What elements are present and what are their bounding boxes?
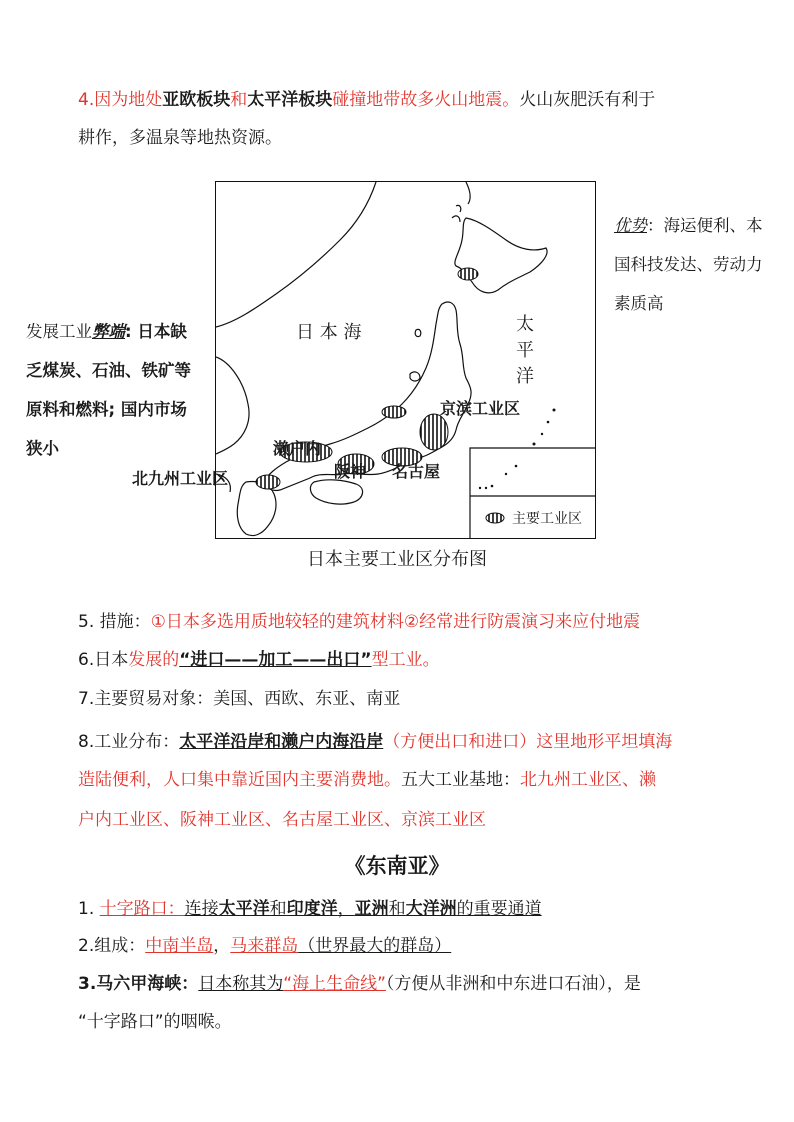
sea-2-text: ， (213, 936, 231, 956)
item-8-reason: （方便出口和进口）这里地形平坦填海 (383, 732, 673, 752)
right-note-keyword: 优势 (614, 216, 647, 235)
sea-2-malay: 马来群岛 (230, 936, 299, 956)
ryukyu-islands (479, 409, 556, 490)
sea-1-crossroads: 十字路口： (99, 899, 185, 919)
sea-1-pacific: 太平洋 (218, 899, 270, 919)
right-note-line: 素质高 (614, 294, 664, 313)
map-caption: 日本主要工业区分布图 (307, 549, 487, 570)
item-5-text: ①日本多选用质地较轻的建筑材料②经常进行防震演习来应付地震 (150, 612, 641, 632)
sea-1-text: 连接 (184, 899, 219, 919)
item-8-bases: 北九州工业区、濑 (520, 770, 656, 790)
item-6-suffix: 型工业。 (371, 650, 440, 670)
right-note (614, 206, 789, 323)
left-note-prefix: 发展工业 (26, 322, 92, 341)
item-6 (78, 646, 440, 674)
sea-2-indochina: 中南半岛 (145, 936, 214, 956)
keihin-label: 京滨工业区 (440, 399, 521, 418)
item-8-label: 8.工业分布： (78, 732, 180, 752)
left-note-line: 原料和燃料; 国内市场 (26, 400, 187, 419)
item-6-prefix: 6.日本 (78, 650, 129, 670)
left-note (26, 312, 216, 468)
sea-item-3 (78, 970, 641, 998)
sea-3-text: 日本称其为 (198, 974, 284, 994)
sea-1-text: 和 (388, 899, 406, 919)
item-4-line2: 耕作，多温泉等地热资源。 (78, 128, 282, 148)
sea-2-text: （世界最大的群岛） (298, 936, 452, 956)
hokuriku-zone (382, 406, 406, 418)
item-6-model: “进口——加工——出口” (179, 650, 372, 670)
legend-swatch (486, 513, 504, 523)
left-note-line: 乏煤炭、石油、铁矿等 (26, 361, 191, 380)
keihin-zone (420, 414, 448, 450)
item-5 (78, 608, 640, 636)
item-8-coast: 太平洋沿岸和濑户内海沿岸 (179, 732, 384, 752)
sea-1-num: 1. (78, 899, 100, 919)
kitakyushu-label: 北九州工业区 (132, 469, 229, 488)
left-note-line: : 日本缺 (125, 322, 187, 341)
right-note-line: 国科技发达、劳动力 (614, 255, 763, 274)
item-4-number: 4. (78, 90, 95, 110)
left-note-line: 狭小 (26, 439, 59, 458)
item-4-text: 因为地处 (94, 90, 163, 110)
sea-item-3-line2: “十字路口”的咽喉。 (78, 1012, 232, 1032)
section-title: 《东南亚》 (344, 854, 450, 878)
pacific-char: 太 (516, 314, 534, 335)
pacific-char: 平 (516, 340, 534, 361)
sea-1-asia: 亚洲 (354, 899, 389, 919)
item-8-line1 (78, 728, 672, 756)
nagoya-label: 名古屋 (392, 462, 441, 481)
setouchi-label: 濑户内 (273, 439, 322, 458)
item-8-line3: 户内工业区、阪神工业区、名古屋工业区、京滨工业区 (78, 810, 486, 830)
sea-2-label: 2.组成： (78, 936, 146, 956)
sea-3-label: 3.马六甲海峡： (78, 974, 199, 994)
item-4-ash: 火山灰肥沃有利于 (519, 90, 656, 110)
legend-label: 主要工业区 (512, 511, 582, 527)
kitakyushu-zone (256, 475, 280, 489)
japan-industrial-map (215, 181, 596, 539)
sea-3-lifeline: “海上生命线” (283, 974, 386, 994)
item-8-bases-label: 五大工业基地： (401, 770, 520, 790)
sea-1-text: 和 (269, 899, 287, 919)
hokkaido-zone (458, 268, 478, 280)
sea-item-2 (78, 932, 451, 960)
item-8-reason-2: 造陆便利，人口集中靠近国内主要消费地。 (78, 770, 401, 790)
item-4-and: 和 (230, 90, 248, 110)
item-4-collision: 碰撞地带故多火山地震。 (332, 90, 520, 110)
pacific-char: 洋 (516, 366, 534, 387)
item-4-line1 (78, 86, 655, 114)
sea-1-oceania: 大洋洲 (405, 899, 457, 919)
item-6-dev: 发展的 (128, 650, 180, 670)
pacific-ocean-label (516, 312, 534, 390)
item-5-label: 5. 措施： (78, 612, 151, 632)
sea-3-text: （方便从非洲和中东进口石油），是 (385, 974, 641, 994)
sea-of-japan-label: 日 本 海 (296, 322, 362, 343)
pacific-plate: 太平洋板块 (247, 90, 333, 110)
item-7: 7.主要贸易对象：美国、西欧、东亚、南亚 (78, 689, 401, 709)
left-note-keyword: 弊端 (92, 322, 125, 341)
sea-1-indian: 印度洋 (286, 899, 338, 919)
hanshin-label: 阪神 (334, 462, 367, 481)
sea-1-text: ， (337, 899, 355, 919)
right-note-line: ：海运便利、本 (647, 216, 763, 235)
sea-item-1 (78, 895, 542, 923)
eurasian-plate: 亚欧板块 (162, 90, 231, 110)
item-8-line2 (78, 766, 656, 794)
map-drawing (216, 182, 596, 539)
sea-1-text: 的重要通道 (456, 899, 542, 919)
